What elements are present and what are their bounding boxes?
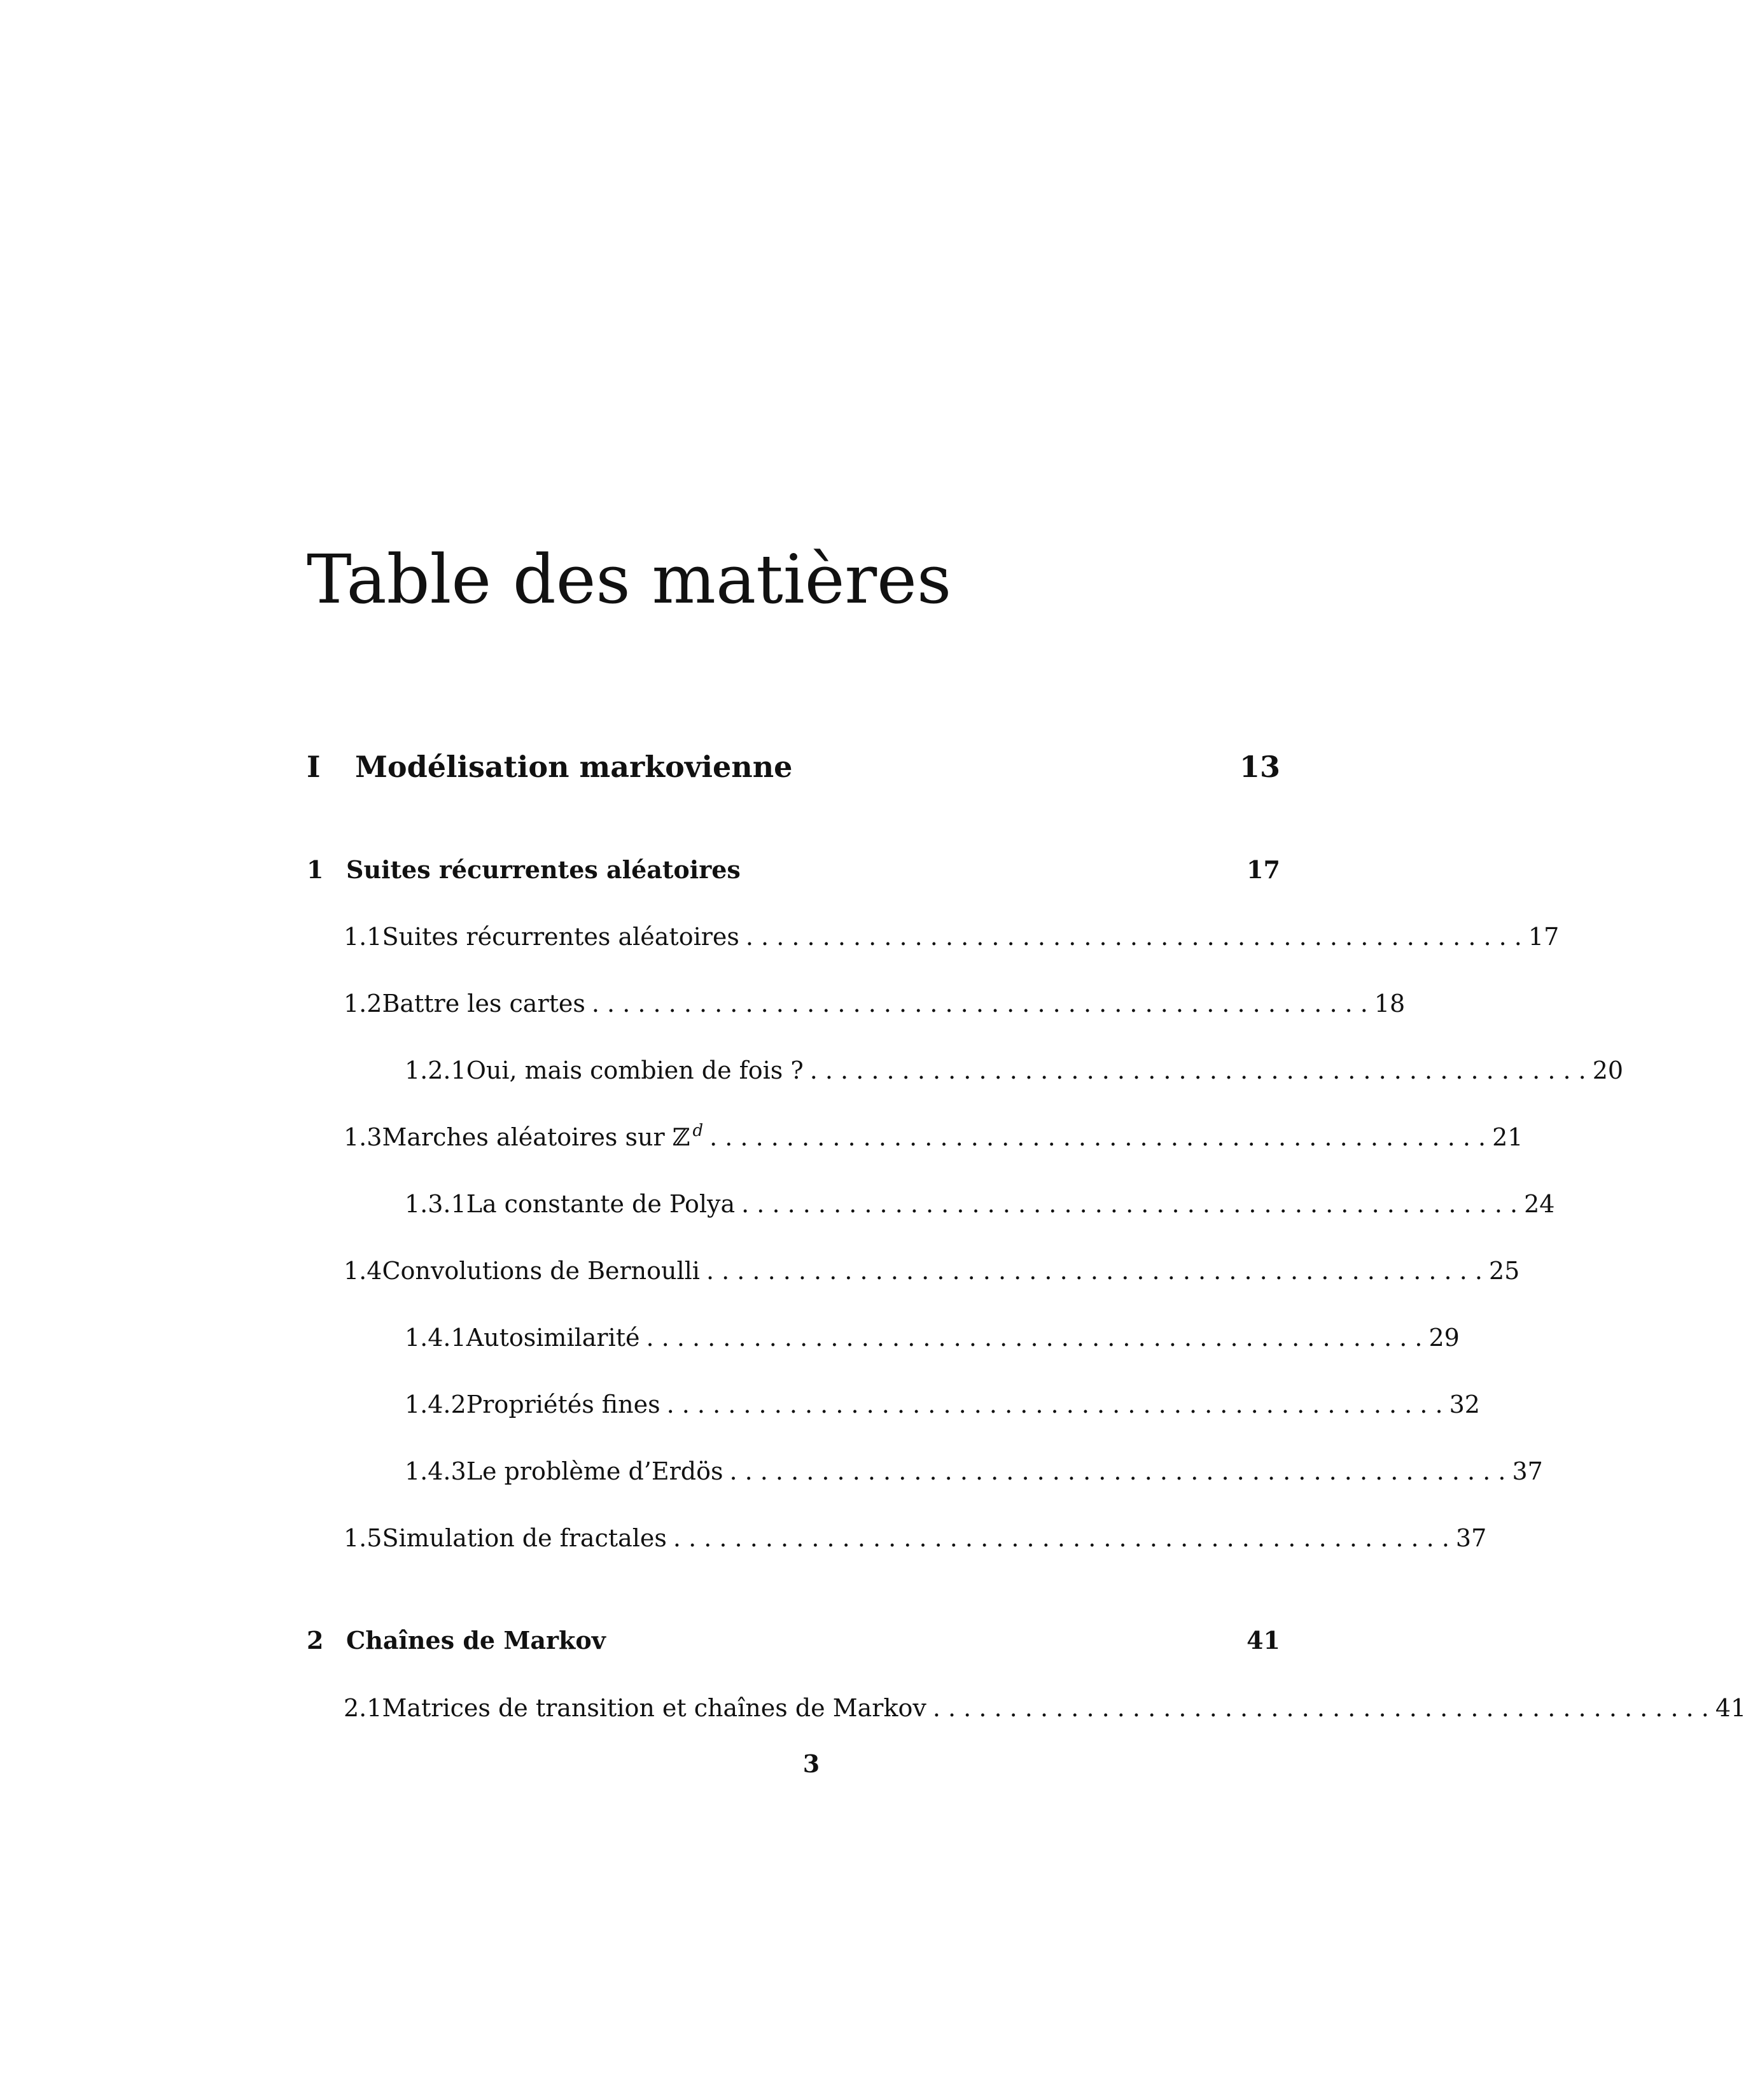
entry-page-number: 37 bbox=[1512, 1457, 1543, 1485]
entry-title: La constante de Polya bbox=[466, 1190, 736, 1218]
entry-title: Simulation de fractales bbox=[382, 1524, 667, 1552]
toc-entry[interactable] bbox=[405, 1385, 1480, 1424]
entry-title bbox=[382, 1118, 703, 1156]
toc-part[interactable] bbox=[307, 748, 1280, 786]
toc-entry[interactable] bbox=[405, 1319, 1460, 1357]
chapter-number: 1 bbox=[307, 855, 324, 884]
entry-page-number: 20 bbox=[1592, 1056, 1624, 1084]
entry-number: 1.2.1 bbox=[405, 1056, 466, 1084]
entry-page-number: 21 bbox=[1492, 1123, 1523, 1151]
dot-leader: . . . . . . . . . . . . . . . . . . . . . . . . . . . . . . . . . . . . . . . . . . . . . . . . . . . bbox=[932, 1694, 1709, 1722]
entry-number: 1.3.1 bbox=[405, 1190, 466, 1218]
entry-number: 1.2 bbox=[344, 990, 382, 1018]
chapter-page-number: 17 bbox=[1247, 855, 1280, 884]
dot-leader: . . . . . . . . . . . . . . . . . . . . . . . . . . . . . . . . . . . . . . . . . . . . . . . . . . . bbox=[709, 1123, 1486, 1151]
dot-leader: . . . . . . . . . . . . . . . . . . . . . . . . . . . . . . . . . . . . . . . . . . . . . . . . . . . bbox=[706, 1257, 1483, 1285]
entry-number: 1.1 bbox=[344, 923, 382, 951]
dot-leader: . . . . . . . . . . . . . . . . . . . . . . . . . . . . . . . . . . . . . . . . . . . . . . . . . . . bbox=[745, 923, 1522, 951]
entry-page-number: 17 bbox=[1528, 923, 1560, 951]
entry-page-number: 32 bbox=[1449, 1390, 1480, 1418]
entry-number: 1.4 bbox=[344, 1257, 382, 1285]
entry-page-number: 24 bbox=[1524, 1190, 1555, 1218]
toc-entry[interactable] bbox=[344, 918, 1560, 956]
toc-entry[interactable] bbox=[344, 1252, 1520, 1290]
entry-number: 2.1 bbox=[344, 1694, 382, 1722]
chapter-page-number: 41 bbox=[1247, 1626, 1280, 1655]
entry-title: Le problème d’Erdös bbox=[466, 1457, 723, 1485]
entry-title: Autosimilarité bbox=[466, 1324, 640, 1352]
part-title: Modélisation markovienne bbox=[355, 750, 793, 784]
toc-entry[interactable] bbox=[405, 1452, 1543, 1490]
chapter-title: Chaînes de Markov bbox=[346, 1626, 606, 1655]
entry-title: Matrices de transition et chaînes de Markov bbox=[382, 1694, 926, 1722]
toc-chapter[interactable] bbox=[307, 1621, 1280, 1660]
toc-entry[interactable] bbox=[405, 1051, 1624, 1089]
entry-title: Oui, mais combien de fois ? bbox=[466, 1056, 804, 1084]
entry-page-number: 29 bbox=[1428, 1324, 1460, 1352]
chapter-number: 2 bbox=[307, 1626, 324, 1655]
dot-leader: . . . . . . . . . . . . . . . . . . . . . . . . . . . . . . . . . . . . . . . . . . . . . . . . . . . bbox=[741, 1190, 1518, 1218]
toc-entry[interactable] bbox=[344, 984, 1406, 1023]
toc-entry[interactable] bbox=[344, 1519, 1487, 1557]
entry-number: 1.4.2 bbox=[405, 1390, 466, 1418]
dot-leader: . . . . . . . . . . . . . . . . . . . . . . . . . . . . . . . . . . . . . . . . . . . . . . . . . . . bbox=[591, 990, 1368, 1018]
entry-title-superscript: d bbox=[692, 1121, 704, 1140]
entry-number: 1.4.3 bbox=[405, 1457, 466, 1485]
chapter-title: Suites récurrentes aléatoires bbox=[346, 855, 741, 884]
toc-entry[interactable] bbox=[344, 1118, 1523, 1156]
dot-leader: . . . . . . . . . . . . . . . . . . . . . . . . . . . . . . . . . . . . . . . . . . . . . . . . . . . bbox=[646, 1324, 1423, 1352]
entry-page-number: 18 bbox=[1374, 990, 1406, 1018]
entry-title-text: Marches aléatoires sur ℤ bbox=[382, 1123, 690, 1151]
entry-title: Battre les cartes bbox=[382, 990, 585, 1018]
toc-entry[interactable] bbox=[405, 1185, 1555, 1223]
entry-page-number: 37 bbox=[1455, 1524, 1487, 1552]
entry-number: 1.3 bbox=[344, 1123, 382, 1151]
entry-title: Suites récurrentes aléatoires bbox=[382, 923, 739, 951]
dot-leader: . . . . . . . . . . . . . . . . . . . . . . . . . . . . . . . . . . . . . . . . . . . . . . . . . . . bbox=[729, 1457, 1506, 1485]
dot-leader: . . . . . . . . . . . . . . . . . . . . . . . . . . . . . . . . . . . . . . . . . . . . . . . . . . . bbox=[666, 1390, 1443, 1418]
entry-title: Convolutions de Bernoulli bbox=[382, 1257, 700, 1285]
part-number: I bbox=[307, 750, 321, 784]
dot-leader: . . . . . . . . . . . . . . . . . . . . . . . . . . . . . . . . . . . . . . . . . . . . . . . . . . . bbox=[809, 1056, 1586, 1084]
entry-page-number: 25 bbox=[1488, 1257, 1520, 1285]
part-page-number: 13 bbox=[1239, 750, 1280, 784]
toc-entry[interactable] bbox=[344, 1689, 1746, 1727]
toc-chapter[interactable] bbox=[307, 851, 1280, 889]
dot-leader: . . . . . . . . . . . . . . . . . . . . . . . . . . . . . . . . . . . . . . . . . . . . . . . . . . . bbox=[673, 1524, 1449, 1552]
entry-page-number: 41 bbox=[1715, 1694, 1746, 1722]
entry-number: 1.4.1 bbox=[405, 1324, 466, 1352]
entry-title: Propriétés fines bbox=[466, 1390, 660, 1418]
page-title: Table des matières bbox=[307, 540, 952, 619]
footer-page-number: 3 bbox=[802, 1749, 820, 1778]
entry-number: 1.5 bbox=[344, 1524, 382, 1552]
